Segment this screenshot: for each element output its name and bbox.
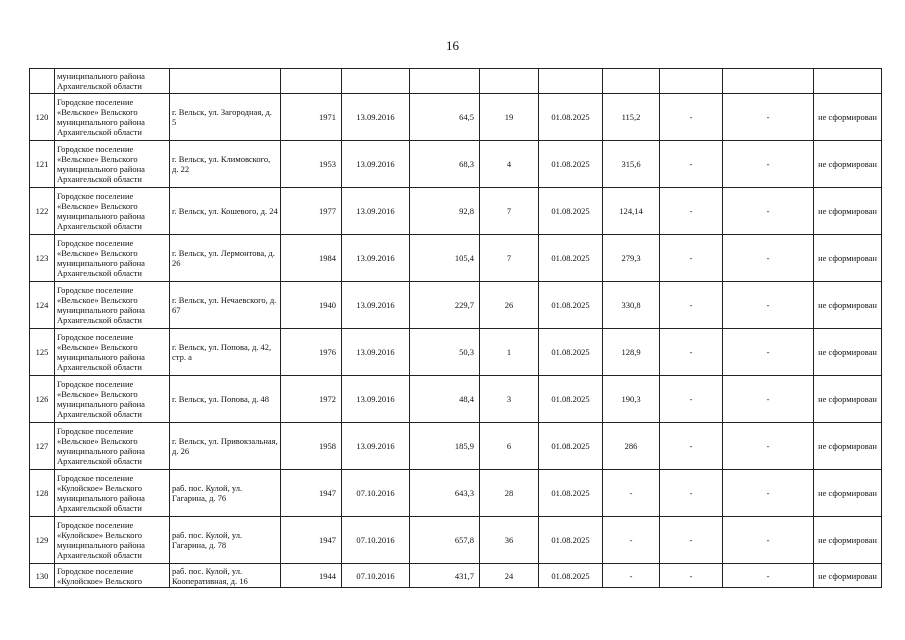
cell-value-2: -: [660, 282, 723, 329]
cell-area: 229,7: [410, 282, 480, 329]
cell-value-3: -: [723, 564, 814, 588]
cell-area: 105,4: [410, 235, 480, 282]
cell-status: не сформирован: [814, 188, 882, 235]
cell-status: не сформирован: [814, 94, 882, 141]
cell-count: 1: [480, 329, 539, 376]
cell-value-2: -: [660, 423, 723, 470]
cell-year: 1972: [281, 376, 342, 423]
cell-value-3: -: [723, 423, 814, 470]
table-row: [30, 141, 882, 188]
cell-address: г. Вельск, ул. Климовского, д. 22: [170, 141, 281, 188]
cell-deadline: 01.08.2025: [539, 188, 603, 235]
cell-deadline: 01.08.2025: [539, 517, 603, 564]
cell-value-2: -: [660, 564, 723, 588]
cell-number: 123: [30, 235, 55, 282]
cell-municipality: Городское поселение «Вельское» Вельского муниципального района Архангельской области: [55, 235, 170, 282]
cell-value-3: -: [723, 94, 814, 141]
cell-address: г. Вельск, ул. Попова, д. 48: [170, 376, 281, 423]
cell-value-3: -: [723, 141, 814, 188]
cell-date: 07.10.2016: [342, 470, 410, 517]
cell-date: 13.09.2016: [342, 423, 410, 470]
cell-deadline: 01.08.2025: [539, 423, 603, 470]
cell-value: 190,3: [603, 376, 660, 423]
cell-address: г. Вельск, ул. Привокзальная, д. 26: [170, 423, 281, 470]
cell-value-3: -: [723, 188, 814, 235]
table-row: [30, 282, 882, 329]
housing-table: [29, 68, 882, 588]
cell-address: г. Вельск, ул. Лермонтова, д. 26: [170, 235, 281, 282]
cell-value-3: -: [723, 329, 814, 376]
cell-count: 6: [480, 423, 539, 470]
cell-deadline: 01.08.2025: [539, 282, 603, 329]
cell-status: не сформирован: [814, 141, 882, 188]
cell-date: 07.10.2016: [342, 517, 410, 564]
cell-value: 128,9: [603, 329, 660, 376]
cell-date: 13.09.2016: [342, 376, 410, 423]
cell-number: 130: [30, 564, 55, 588]
cell-municipality: муниципального района Архангельской области: [55, 69, 170, 94]
cell-year: 1953: [281, 141, 342, 188]
cell-value: -: [603, 517, 660, 564]
cell-year: 1971: [281, 94, 342, 141]
cell-deadline: 01.08.2025: [539, 564, 603, 588]
cell-status: не сформирован: [814, 235, 882, 282]
cell-value: 124,14: [603, 188, 660, 235]
cell-area: 643,3: [410, 470, 480, 517]
cell-value-2: -: [660, 188, 723, 235]
cell-address: раб. пос. Кулой, ул. Гагарина, д. 76: [170, 470, 281, 517]
table-row: [30, 517, 882, 564]
cell-deadline: 01.08.2025: [539, 329, 603, 376]
cell-count: 26: [480, 282, 539, 329]
cell-value: 286: [603, 423, 660, 470]
cell-municipality: Городское поселение «Вельское» Вельского муниципального района Архангельской области: [55, 329, 170, 376]
cell-year: 1984: [281, 235, 342, 282]
cell-count: 3: [480, 376, 539, 423]
cell-value-2: -: [660, 470, 723, 517]
table-row: [30, 329, 882, 376]
page-number: 16: [446, 38, 459, 53]
cell-value-2: -: [660, 376, 723, 423]
cell-status: не сформирован: [814, 282, 882, 329]
cell-year: 1977: [281, 188, 342, 235]
cell-municipality: Городское поселение «Кулойское» Вельского муниципального района Архангельской области: [55, 517, 170, 564]
cell-municipality: Городское поселение «Вельское» Вельского муниципального района Архангельской области: [55, 94, 170, 141]
cell-count: 36: [480, 517, 539, 564]
cell-status: не сформирован: [814, 564, 882, 588]
cell-address: г. Вельск, ул. Попова, д. 42, стр. а: [170, 329, 281, 376]
cell-area: 64,5: [410, 94, 480, 141]
cell-count: 19: [480, 94, 539, 141]
cell-year: 1947: [281, 517, 342, 564]
cell-area: 50,3: [410, 329, 480, 376]
cell-address: г. Вельск, ул. Нечаевского, д. 67: [170, 282, 281, 329]
cell-status: не сформирован: [814, 517, 882, 564]
cell-deadline: 01.08.2025: [539, 376, 603, 423]
cell-area: 48,4: [410, 376, 480, 423]
cell-value-2: -: [660, 235, 723, 282]
cell-date: 13.09.2016: [342, 329, 410, 376]
cell-number: 125: [30, 329, 55, 376]
cell-address: г. Вельск, ул. Кошевого, д. 24: [170, 188, 281, 235]
cell-address: раб. пос. Кулой, ул. Гагарина, д. 78: [170, 517, 281, 564]
cell-year: 1976: [281, 329, 342, 376]
cell-status: не сформирован: [814, 423, 882, 470]
cell-count: 24: [480, 564, 539, 588]
cell-date: 07.10.2016: [342, 564, 410, 588]
cell-area: 431,7: [410, 564, 480, 588]
cell-value: -: [603, 564, 660, 588]
cell-value-3: -: [723, 282, 814, 329]
cell-value-2: -: [660, 94, 723, 141]
table-row: [30, 235, 882, 282]
cell-date: 13.09.2016: [342, 188, 410, 235]
cell-value: -: [603, 470, 660, 517]
table-row: [30, 69, 882, 94]
cell-value-3: -: [723, 517, 814, 564]
table-row: [30, 94, 882, 141]
table-row: [30, 564, 882, 588]
cell-value-3: -: [723, 235, 814, 282]
cell-area: 185,9: [410, 423, 480, 470]
cell-municipality: Городское поселение «Вельское» Вельского муниципального района Архангельской области: [55, 376, 170, 423]
cell-deadline: 01.08.2025: [539, 235, 603, 282]
cell-value-2: -: [660, 141, 723, 188]
cell-value-3: -: [723, 470, 814, 517]
cell-municipality: Городское поселение «Вельское» Вельского муниципального района Архангельской области: [55, 282, 170, 329]
cell-date: 13.09.2016: [342, 282, 410, 329]
cell-number: 126: [30, 376, 55, 423]
cell-address: г. Вельск, ул. Загородная, д. 5: [170, 94, 281, 141]
cell-year: 1944: [281, 564, 342, 588]
cell-municipality: Городское поселение «Вельское» Вельского муниципального района Архангельской области: [55, 141, 170, 188]
cell-number: 128: [30, 470, 55, 517]
cell-number: 129: [30, 517, 55, 564]
cell-value-2: -: [660, 329, 723, 376]
cell-area: 657,8: [410, 517, 480, 564]
cell-municipality: Городское поселение «Вельское» Вельского муниципального района Архангельской области: [55, 188, 170, 235]
cell-year: 1947: [281, 470, 342, 517]
table-row: [30, 376, 882, 423]
table-row: [30, 470, 882, 517]
cell-deadline: 01.08.2025: [539, 94, 603, 141]
cell-year: 1940: [281, 282, 342, 329]
cell-municipality: Городское поселение «Кулойское» Вельского: [55, 564, 170, 588]
cell-value: 279,3: [603, 235, 660, 282]
table-row: [30, 423, 882, 470]
cell-deadline: 01.08.2025: [539, 470, 603, 517]
cell-number: 122: [30, 188, 55, 235]
cell-date: 13.09.2016: [342, 94, 410, 141]
cell-number: 124: [30, 282, 55, 329]
cell-deadline: 01.08.2025: [539, 141, 603, 188]
cell-number: [30, 69, 55, 94]
cell-status: не сформирован: [814, 329, 882, 376]
cell-count: 4: [480, 141, 539, 188]
cell-count: 7: [480, 235, 539, 282]
cell-count: 7: [480, 188, 539, 235]
cell-value-2: -: [660, 517, 723, 564]
cell-count: 28: [480, 470, 539, 517]
cell-number: 120: [30, 94, 55, 141]
cell-year: 1958: [281, 423, 342, 470]
cell-value: 315,6: [603, 141, 660, 188]
cell-number: 127: [30, 423, 55, 470]
table-row: [30, 188, 882, 235]
cell-municipality: Городское поселение «Кулойское» Вельского муниципального района Архангельской области: [55, 470, 170, 517]
cell-date: 13.09.2016: [342, 235, 410, 282]
cell-date: 13.09.2016: [342, 141, 410, 188]
cell-value: 115,2: [603, 94, 660, 141]
cell-address: раб. пос. Кулой, ул. Кооперативная, д. 16: [170, 564, 281, 588]
cell-value-3: -: [723, 376, 814, 423]
cell-value: 330,8: [603, 282, 660, 329]
cell-status: не сформирован: [814, 376, 882, 423]
cell-number: 121: [30, 141, 55, 188]
cell-area: 68,3: [410, 141, 480, 188]
cell-area: 92,8: [410, 188, 480, 235]
cell-municipality: Городское поселение «Вельское» Вельского муниципального района Архангельской области: [55, 423, 170, 470]
cell-status: не сформирован: [814, 470, 882, 517]
